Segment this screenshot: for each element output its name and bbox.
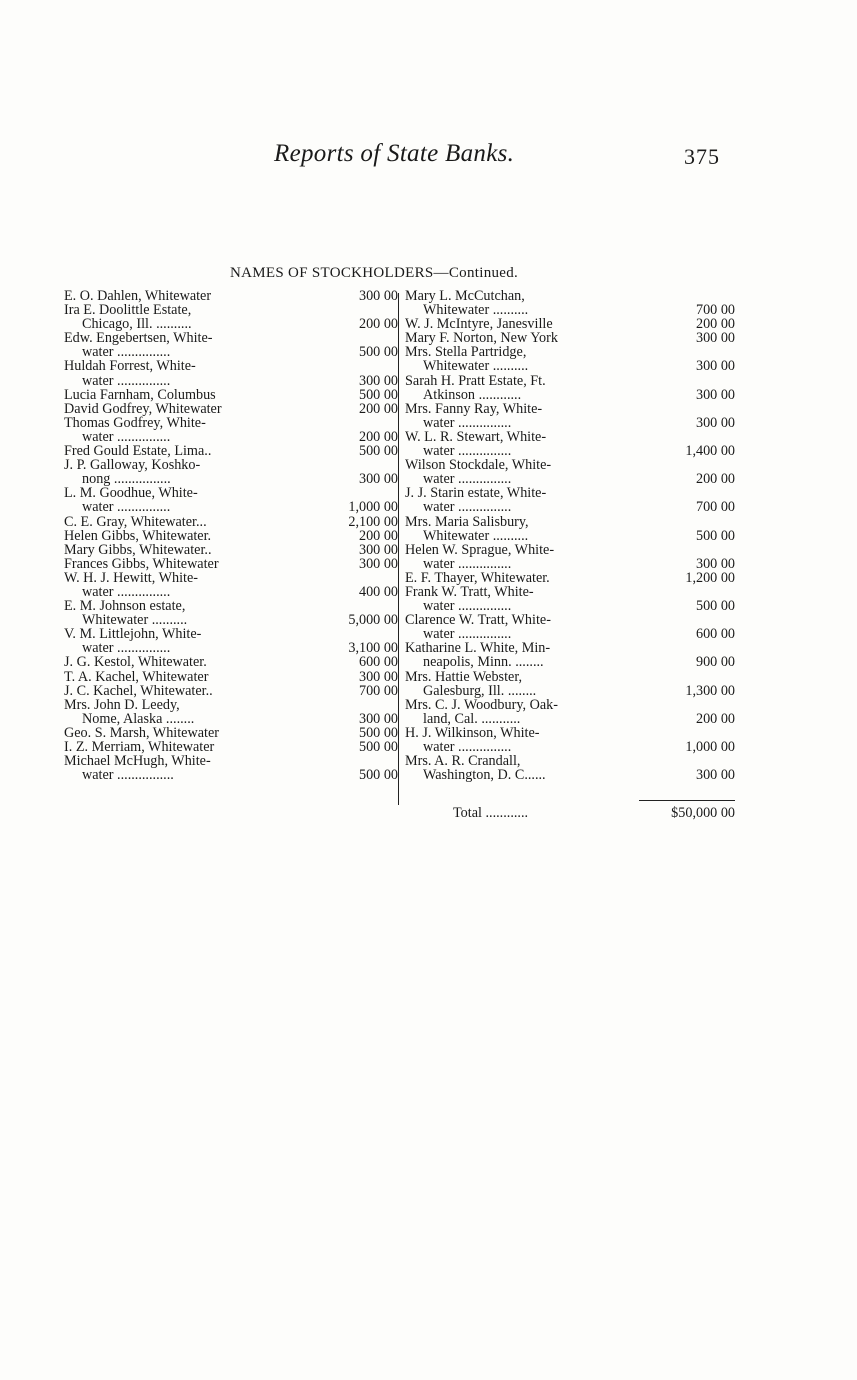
stockholder-name-line: J. G. Kestol, Whitewater. <box>64 654 207 671</box>
stockholder-entry <box>64 388 398 402</box>
stockholder-name-line: water ............... <box>82 640 171 657</box>
stockholder-name <box>405 613 625 641</box>
stockholder-entry <box>64 402 398 416</box>
stockholder-entry <box>64 684 398 698</box>
stockholder-amount: 600 00 <box>695 626 735 643</box>
page-number: 375 <box>684 144 720 169</box>
stockholder-name-line: Clarence W. Tratt, White- <box>405 612 551 629</box>
stockholder-entry <box>405 641 735 669</box>
stockholder-amount: 1,000 00 <box>685 739 735 755</box>
stockholder-entry <box>405 571 735 585</box>
stockholder-name <box>64 289 298 303</box>
stockholder-name <box>64 571 298 599</box>
stockholder-name <box>64 402 298 416</box>
stockholder-name <box>405 698 625 726</box>
stockholder-amount: 300 00 <box>358 288 398 304</box>
stockholder-name-line: water ............... <box>423 443 512 460</box>
running-title: Reports of State Banks. <box>274 140 515 167</box>
stockholder-name <box>405 571 625 585</box>
stockholder-name-line: Mrs. C. J. Woodbury, Oak- <box>405 696 558 713</box>
stockholder-name-line: Whitewater .......... <box>423 358 529 375</box>
stockholder-name <box>64 543 298 557</box>
stockholder-amount: 500 00 <box>695 598 735 615</box>
stockholder-entry <box>64 627 398 655</box>
stockholder-entry <box>64 754 398 782</box>
stockholder-name-line: Mrs. A. R. Crandall, <box>405 753 521 770</box>
stockholder-name-line: David Godfrey, Whitewater <box>64 400 222 417</box>
stockholder-name-line: Mary Gibbs, Whitewater.. <box>64 541 212 558</box>
stockholder-name-line: E. M. Johnson estate, <box>64 598 186 615</box>
stockholder-name-line: water ............... <box>82 372 171 389</box>
stockholder-amount: 200 00 <box>358 428 398 445</box>
stockholder-name-line: Galesburg, Ill. ........ <box>423 682 537 699</box>
stockholder-amount: 700 00 <box>358 682 398 699</box>
stockholder-name-line: Mary F. Norton, New York <box>405 330 558 347</box>
stockholder-entry <box>405 613 735 641</box>
stockholder-entry <box>64 670 398 684</box>
stockholder-name <box>405 486 625 514</box>
stockholder-entry <box>64 515 398 529</box>
stockholders-left-column <box>64 289 398 782</box>
stockholder-name <box>405 317 625 331</box>
stockholder-name-line: J. J. Starin estate, White- <box>405 485 547 502</box>
stockholder-name-line: water ............... <box>423 555 512 572</box>
stockholder-name-line: W. L. R. Stewart, White- <box>405 428 547 445</box>
stockholder-amount: 300 00 <box>695 330 735 347</box>
stockholder-amount: 500 00 <box>358 344 398 361</box>
stockholder-entry <box>64 458 398 486</box>
stockholder-entry <box>405 289 735 317</box>
stockholder-entry <box>64 726 398 740</box>
stockholder-name <box>405 641 625 669</box>
stockholder-entry <box>405 754 735 782</box>
stockholder-amount: 1,300 00 <box>685 682 735 699</box>
stockholder-entry <box>64 303 398 331</box>
stockholder-amount: 500 00 <box>358 386 398 403</box>
stockholder-entry <box>64 444 398 458</box>
stockholder-name-line: Lucia Farnham, Columbus <box>64 386 216 403</box>
stockholder-name-line: land, Cal. ........... <box>423 710 521 727</box>
stockholder-name-line: water ............... <box>82 499 171 516</box>
stockholder-amount: 2,100 00 <box>348 513 398 530</box>
stockholder-entry <box>405 486 735 514</box>
stockholder-name-line: Washington, D. C...... <box>423 767 546 784</box>
stockholder-amount: 200 00 <box>695 316 735 333</box>
stockholder-name-line: water ............... <box>82 344 171 361</box>
stockholder-name-line: nong ................ <box>82 471 171 488</box>
stockholders-right-column <box>405 289 735 782</box>
stockholder-amount: 300 00 <box>695 555 735 572</box>
stockholder-entry <box>64 486 398 514</box>
stockholder-amount: 200 00 <box>358 527 398 544</box>
stockholder-name-line: water ............... <box>82 428 171 445</box>
stockholder-name <box>405 374 625 402</box>
stockholder-name-line: Edw. Engebertsen, White- <box>64 330 213 347</box>
stockholder-amount: 500 00 <box>695 527 735 544</box>
stockholder-entry <box>64 331 398 359</box>
stockholder-name-line: V. M. Littlejohn, White- <box>64 626 202 643</box>
stockholder-name-line: Mrs. Stella Partridge, <box>405 344 527 361</box>
stockholder-amount: 500 00 <box>358 767 398 784</box>
stockholder-entry <box>64 557 398 571</box>
stockholder-entry <box>405 317 735 331</box>
stockholder-name-line: water ............... <box>423 598 512 615</box>
stockholder-name-line: water ............... <box>423 471 512 488</box>
stockholder-name-line: water ................ <box>82 767 174 784</box>
stockholder-name-line: Wilson Stockdale, White- <box>405 457 552 474</box>
stockholder-name <box>64 740 298 754</box>
stockholder-entry <box>64 359 398 387</box>
stockholder-entry <box>405 402 735 430</box>
stockholder-name <box>64 684 298 698</box>
stockholder-name <box>405 345 625 373</box>
stockholder-entry <box>405 331 735 345</box>
stockholder-amount: 300 00 <box>358 541 398 558</box>
stockholder-name-line: Mrs. Fanny Ray, White- <box>405 400 543 417</box>
stockholder-amount: 300 00 <box>358 471 398 488</box>
stockholder-amount: 200 00 <box>695 710 735 727</box>
stockholder-name <box>64 359 298 387</box>
stockholder-name <box>405 402 625 430</box>
stockholder-name-line: Helen Gibbs, Whitewater. <box>64 527 212 544</box>
stockholder-amount: 300 00 <box>695 358 735 375</box>
stockholder-name-line: H. J. Wilkinson, White- <box>405 724 540 741</box>
stockholder-name-line: Frances Gibbs, Whitewater <box>64 555 219 572</box>
stockholder-amount: 600 00 <box>358 654 398 671</box>
stockholder-name-line: Whitewater .......... <box>423 302 529 319</box>
stockholder-name-line: Frank W. Tratt, White- <box>405 583 534 600</box>
stockholder-amount: 300 00 <box>695 386 735 403</box>
stockholder-name-line: L. M. Goodhue, White- <box>64 485 198 502</box>
stockholder-name <box>64 557 298 571</box>
stockholder-amount: 300 00 <box>695 767 735 784</box>
stockholder-amount: 900 00 <box>695 654 735 671</box>
stockholder-amount: 200 00 <box>358 316 398 333</box>
stockholder-name-line: W. J. McIntyre, Janesville <box>405 316 553 333</box>
stockholder-entry <box>405 345 735 373</box>
stockholder-amount: 300 00 <box>358 668 398 685</box>
stockholder-name <box>64 486 298 514</box>
section-heading: NAMES OF STOCKHOLDERS—Continued. <box>230 265 519 281</box>
stockholder-name <box>405 543 625 571</box>
stockholder-amount: 1,400 00 <box>685 443 735 460</box>
stockholder-name-line: Thomas Godfrey, White- <box>64 414 206 431</box>
total-amount: $50,000 00 <box>639 800 735 821</box>
stockholder-name <box>405 726 625 754</box>
stockholder-amount: 200 00 <box>358 400 398 417</box>
stockholder-entry <box>405 585 735 613</box>
stockholder-entry <box>405 458 735 486</box>
stockholder-amount: 300 00 <box>358 372 398 389</box>
stockholder-name <box>405 430 625 458</box>
stockholder-name <box>405 331 625 345</box>
stockholder-name <box>64 458 298 486</box>
stockholder-name-line: Mrs. Maria Salisbury, <box>405 513 529 530</box>
stockholder-entry <box>405 698 735 726</box>
stockholder-name-line: T. A. Kachel, Whitewater <box>64 668 209 685</box>
stockholder-name-line: water ............... <box>82 583 171 600</box>
stockholder-amount: 500 00 <box>358 443 398 460</box>
stockholder-name-line: Mary L. McCutchan, <box>405 288 525 304</box>
stockholder-name-line: Ira E. Doolittle Estate, <box>64 302 192 319</box>
stockholder-name-line: water ............... <box>423 499 512 516</box>
stockholder-name-line: J. C. Kachel, Whitewater.. <box>64 682 213 699</box>
total-row <box>405 800 735 821</box>
stockholder-entry <box>64 543 398 557</box>
stockholder-entry <box>64 529 398 543</box>
column-divider <box>398 293 399 805</box>
stockholder-name <box>64 726 298 740</box>
stockholder-name <box>405 458 625 486</box>
stockholder-name-line: J. P. Galloway, Koshko- <box>64 457 201 474</box>
stockholder-name-line: Mrs. John D. Leedy, <box>64 696 180 713</box>
stockholder-name <box>64 670 298 684</box>
stockholder-name <box>64 754 298 782</box>
stockholder-amount: 3,100 00 <box>348 640 398 657</box>
stockholder-entry <box>405 515 735 543</box>
stockholder-name <box>64 655 298 669</box>
stockholder-amount: 300 00 <box>358 555 398 572</box>
stockholder-name-line: Helen W. Sprague, White- <box>405 541 555 558</box>
stockholder-amount: 700 00 <box>695 302 735 319</box>
stockholder-name <box>64 599 298 627</box>
stockholder-amount: 1,000 00 <box>348 499 398 516</box>
stockholder-name-line: Katharine L. White, Min- <box>405 640 551 657</box>
stockholder-amount: 5,000 00 <box>348 612 398 629</box>
stockholder-name-line: Whitewater .......... <box>82 612 188 629</box>
stockholder-entry <box>405 726 735 754</box>
stockholder-entry <box>64 416 398 444</box>
stockholder-amount: 700 00 <box>695 499 735 516</box>
stockholder-name-line: E. O. Dahlen, Whitewater <box>64 288 212 304</box>
total-label: Total ............ <box>453 805 529 821</box>
stockholder-name <box>405 585 625 613</box>
stockholder-entry <box>64 599 398 627</box>
stockholder-name <box>64 303 298 331</box>
stockholder-name-line: Fred Gould Estate, Lima.. <box>64 443 212 460</box>
stockholder-name-line: Geo. S. Marsh, Whitewater <box>64 724 219 741</box>
stockholder-name <box>64 529 298 543</box>
stockholder-amount: 1,200 00 <box>685 569 735 586</box>
page-header <box>0 140 857 180</box>
stockholder-amount: 200 00 <box>695 471 735 488</box>
stockholder-name-line: Nome, Alaska ........ <box>82 710 195 727</box>
stockholder-name-line: water ............... <box>423 626 512 643</box>
stockholder-entry <box>64 740 398 754</box>
stockholder-name <box>64 388 298 402</box>
stockholder-entry <box>64 571 398 599</box>
stockholder-amount: 500 00 <box>358 724 398 741</box>
stockholder-entry <box>64 655 398 669</box>
stockholder-name <box>64 698 298 726</box>
stockholder-name-line: Huldah Forrest, White- <box>64 358 196 375</box>
stockholder-entry <box>405 430 735 458</box>
stockholder-amount: 400 00 <box>358 583 398 600</box>
stockholder-entry <box>405 543 735 571</box>
stockholder-name-line: neapolis, Minn. ........ <box>423 654 544 671</box>
stockholder-entry <box>64 698 398 726</box>
stockholder-name-line: Atkinson ............ <box>423 386 522 403</box>
stockholder-name <box>405 289 625 317</box>
stockholder-name <box>64 331 298 359</box>
stockholder-name <box>405 754 625 782</box>
stockholder-name <box>64 444 298 458</box>
stockholder-name-line: Sarah H. Pratt Estate, Ft. <box>405 372 546 389</box>
stockholder-amount: 300 00 <box>358 710 398 727</box>
stockholder-name-line: water ............... <box>423 739 512 755</box>
stockholder-name-line: water ............... <box>423 414 512 431</box>
stockholder-name-line: C. E. Gray, Whitewater... <box>64 513 207 530</box>
stockholder-entry <box>64 289 398 303</box>
stockholder-name <box>64 515 298 529</box>
stockholder-name-line: Chicago, Ill. .......... <box>82 316 192 333</box>
stockholder-name-line: E. F. Thayer, Whitewater. <box>405 569 550 586</box>
stockholder-name-line: Michael McHugh, White- <box>64 753 211 770</box>
stockholder-amount: 300 00 <box>695 414 735 431</box>
stockholder-name <box>64 416 298 444</box>
stockholder-name-line: Whitewater .......... <box>423 527 529 544</box>
stockholder-name <box>405 670 625 698</box>
stockholder-name <box>405 515 625 543</box>
stockholder-name-line: I. Z. Merriam, Whitewater <box>64 739 215 755</box>
stockholder-entry <box>405 670 735 698</box>
stockholder-amount: 500 00 <box>358 739 398 755</box>
stockholder-entry <box>405 374 735 402</box>
stockholder-name-line: Mrs. Hattie Webster, <box>405 668 523 685</box>
stockholder-name <box>64 627 298 655</box>
stockholder-name-line: W. H. J. Hewitt, White- <box>64 569 198 586</box>
